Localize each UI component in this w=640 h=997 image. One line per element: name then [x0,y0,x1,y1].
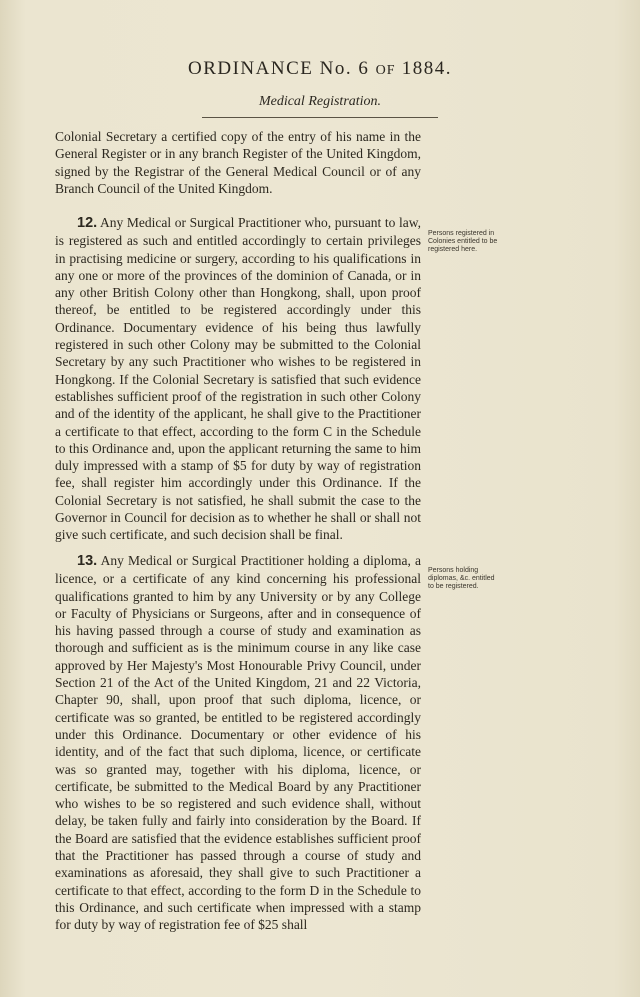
title-of: OF [375,63,396,78]
title-year: 1884. [401,58,452,79]
section-12-text: Any Medical or Surgical Practitioner who, pursuant to law, is registered as such and entitled accordingly to certain privileges in practising medicine or surgery, according to his qualifications in any one or more of the provinces of the dominion of Canada, or in any other British Colony other than Hongkong, shall, upon proof thereof, be entitled to be registered accordingly under this Ordinance. Documentary evidence of his being thus lawfully registered in such other Colony may be submitted to the Colonial Secretary by any such Practitioner who wishes to be registered in Hongkong. If the Colonial Secretary is satisfied that such evidence establishes sufficient proof of the registration in such other Colony and of the identity of the applicant, he shall give to the Practitioner a certificate to that effect, according to the form C in the Schedule to this Ordinance and, upon the applicant returning the same to him duly impressed with a stamp of $5 for duty by way of registration fee, shall register him accordingly under this Ordinance. If the Colonial Secretary is not satisfied, he shall submit the case to the Governor in Council for decision as to whether he shall or shall not give such certificate, and such decision shall be final. [55,215,421,543]
page-subtitle: Medical Registration. [258,94,382,109]
section-12 [55,214,421,544]
page-title [0,58,640,80]
section-12-number: 12. [77,215,98,231]
margin-note-section-13: Persons holding diplomas, &c. entitled to be registered. [428,567,495,590]
paragraph-continued [55,128,421,197]
header-divider [202,117,438,118]
section-13 [55,552,421,934]
section-13-number: 13. [77,553,98,569]
section-13-text: Any Medical or Surgical Practitioner holding a diploma, a licence, or a certificate of any kind concerning his professional qualifications granted to him by any University or by any College or Faculty of Physicians or Surgeons, after and in consequence of his having passed through a course of study and examination as thorough and sufficient as is the minimum course in any like case approved by Her Majesty's Most Honourable Privy Council, under Section 21 of the Act of the United Kingdom, 21 and 22 Victoria, Chapter 90, shall, upon proof that such diploma, licence, or certificate was so granted, be entitled to be registered accordingly under this Ordinance. Documentary or other evidence of his identity, and of the fact that such diploma, licence, or certificate was so granted may, together with his diploma, licence, or certificate, be submitted to the Medical Board by any Practitioner who wishes to be so registered and such evidence shall, without delay, be taken fully and fairly into consideration by the Board. If the Board are satisfied that the evidence establishes sufficient proof that the Practitioner has passed through a course of study and examinations as aforesaid, they shall give to such Practitioner a certificate to that effect, according to the form D in the Schedule to this Ordinance, and such certificate when impressed with a stamp for duty by way of registration fee of $25 shall [55,553,421,933]
title-main: ORDINANCE No. 6 [187,58,370,79]
paragraph-continued-text: Colonial Secretary a certified copy of the entry of his name in the General Register or in any branch Register of the United Kingdom, signed by the Registrar of the General Medical Council or of any Branch Council of the United Kingdom. [55,129,421,196]
margin-note-section-12: Persons registered in Colonies entitled to be registered here. [428,230,498,253]
